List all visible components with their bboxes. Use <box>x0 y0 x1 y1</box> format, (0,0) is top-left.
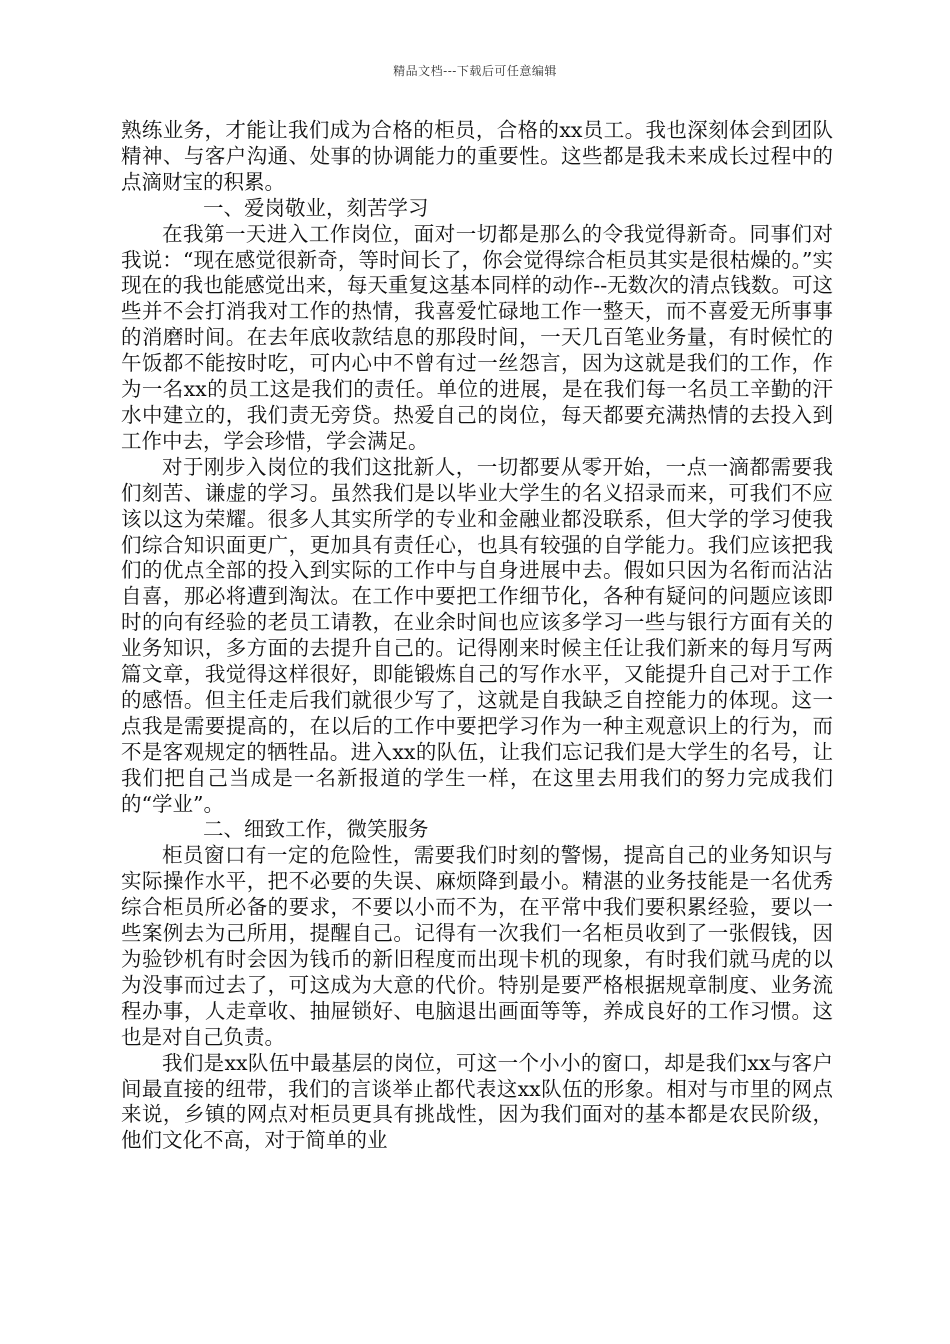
paragraph: 柜员窗口有一定的危险性，需要我们时刻的警惕，提高自己的业务知识与实际操作水平，把不必要的失误、麻烦降到最小。精湛的业务技能是一名优秀综合柜员所必备的要求，不要以小而不为，在平常中我们要积累经验，要以一些案例去为己所用，提醒自己。记得有一次我们一名柜员收到了一张假钱，因为验钞机有时会因为钱币的新旧程度而出现卡机的现象，有时我们就马虎的以为没事而过去了，可这成为大意的代价。特别是要严格根据规章制度、业务流程办事，人走章收、抽屉锁好、电脑退出画面等等，养成良好的工作习惯。这也是对自己负责。 <box>121 843 833 1049</box>
paragraph: 对于刚步入岗位的我们这批新人，一切都要从零开始，一点一滴都需要我们刻苦、谦虚的学习。虽然我们是以毕业大学生的名义招录而来，可我们不应该以这为荣耀。很多人其实所学的专业和金融业都没联系，但大学的学习使我们综合知识面更广，更加具有责任心，也具有较强的自学能力。我们应该把我们的优点全部的投入到实际的工作中与自身进展中去。假如只因为名衔而沾沾自喜，那必将遭到淘汰。在工作中要把工作细节化，各种有疑问的问题应该即时的向有经验的老员工请教，在业余时间也应该多学习一些与银行方面有关的业务知识，多方面的去提升自己的。记得刚来时候主任让我们新来的每月写两篇文章，我觉得这样很好，即能锻炼自己的写作水平，又能提升自己对于工作的感悟。但主任走后我们就很少写了，这就是自我缺乏自控能力的体现。这一点我是需要提高的，在以后的工作中要把学习作为一种主观意识上的行为，而不是客观规定的牺牲品。进入xx的队伍，让我们忘记我们是大学生的名号，让我们把自己当成是一名新报道的学生一样，在这里去用我们的努力完成我们的“学业”。 <box>121 454 833 816</box>
paragraph-continuation: 熟练业务，才能让我们成为合格的柜员，合格的xx员工。我也深刻体会到团队精神、与客户沟通、处事的协调能力的重要性。这些都是我未来成长过程中的点滴财宝的积累。 <box>121 118 833 194</box>
page-header: 精品文档---下载后可任意编辑 <box>393 64 557 78</box>
section-heading-1: 一、爱岗敬业，刻苦学习 <box>203 195 429 220</box>
document-body <box>121 118 833 1154</box>
paragraph: 在我第一天进入工作岗位，面对一切都是那么的令我觉得新奇。同事们对我说：“现在感觉很新奇，等时间长了，你会觉得综合柜员其实是很枯燥的。”实现在的我也能感觉出来，每天重复这基本同样的动作--无数次的清点钱数。可这些并不会打消我对工作的热情，我喜爱忙碌地工作一整天，而不喜爱无所事事的消磨时间。在去年底收款结息的那段时间，一天几百笔业务量，有时候忙的午饭都不能按时吃，可内心中不曾有过一丝怨言，因为这就是我们的工作，作为一名xx的员工这是我们的责任。单位的进展，是在我们每一名员工辛勤的汗水中建立的，我们责无旁贷。热爱自己的岗位，每天都要充满热情的去投入到工作中去，学会珍惜，学会满足。 <box>121 221 833 453</box>
section-heading-2: 二、细致工作，微笑服务 <box>203 817 429 842</box>
paragraph: 我们是xx队伍中最基层的岗位，可这一个小小的窗口，却是我们xx与客户间最直接的纽带，我们的言谈举止都代表这xx队伍的形象。相对与市里的网点来说，乡镇的网点对柜员更具有挑战性，因为我们面对的基本都是农民阶级，他们文化不高，对于简单的业 <box>121 1050 833 1153</box>
